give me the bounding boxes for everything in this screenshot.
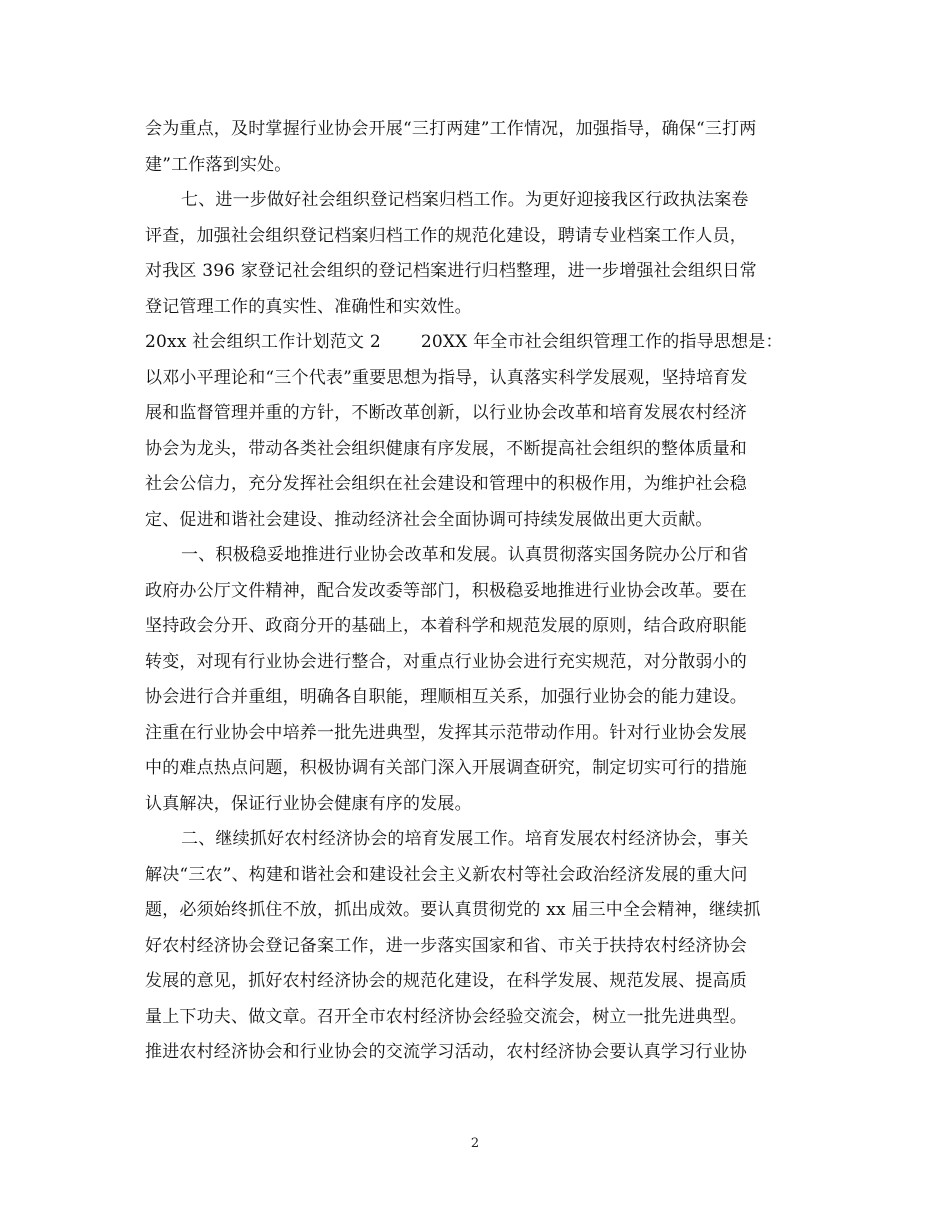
- text-line: 二、继续抓好农村经济协会的培育发展工作。培育发展农村经济协会，事关: [181, 829, 749, 849]
- text-line: 量上下功夫、做文章。召开全市农村经济协会经验交流会，树立一批先进典型。: [145, 1006, 747, 1027]
- text-line: 对我区 396 家登记社会组织的登记档案进行归档整理，进一步增强社会组织日常: [145, 261, 757, 281]
- section-heading-line: [145, 325, 805, 361]
- text-line: 政府办公厅文件精神，配合发改委等部门，积极稳妥地推进行业协会改革。要在: [145, 580, 747, 601]
- text-line: 认真解决，保证行业协会健康有序的发展。: [145, 793, 472, 814]
- text-line: 推进农村经济协会和行业协会的交流学习活动，农村经济协会要认真学习行业协: [145, 1042, 747, 1062]
- text-line: 好农村经济协会登记备案工作，进一步落实国家和省、市关于扶持农村经济协会: [145, 935, 747, 956]
- text-line: 注重在行业协会中培养一批先进典型，发挥其示范带动作用。针对行业协会发展: [145, 722, 747, 743]
- text-line: 社会公信力，充分发挥社会组织在社会建设和管理中的积极作用，为维护社会稳: [145, 474, 747, 494]
- text-line: 一、积极稳妥地推进行业协会改革和发展。认真贯彻落实国务院办公厅和省: [181, 545, 749, 565]
- text-line: 展和监督管理并重的方针，不断改革创新，以行业协会改革和培育发展农村经济: [145, 403, 747, 423]
- body-text: [145, 112, 805, 1071]
- text-line: 建”工作落到实处。: [145, 154, 292, 175]
- text-line: 解决“三农”、构建和谐社会和建设社会主义新农村等社会政治经济发展的重大问: [145, 864, 748, 885]
- text-line: 转变，对现有行业协会进行整合，对重点行业协会进行充实规范，对分散弱小的: [145, 651, 747, 672]
- text-line: 协会进行合并重组，明确各自职能，理顺相互关系，加强行业协会的能力建设。: [145, 687, 747, 707]
- section-heading: 20xx 社会组织工作计划范文 2: [145, 332, 381, 352]
- text-line: 中的难点热点问题，积极协调有关部门深入开展调查研究，制定切实可行的措施: [145, 758, 747, 778]
- text-line: 题，必须始终抓住不放，抓出成效。要认真贯彻党的 xx 届三中全会精神，继续抓: [145, 900, 761, 920]
- text-line: 七、进一步做好社会组织登记档案归档工作。为更好迎接我区行政执法案卷: [181, 190, 749, 210]
- page-number: 2: [470, 1136, 480, 1151]
- text-line: 坚持政会分开、政商分开的基础上，本着科学和规范发展的原则，结合政府职能: [145, 616, 747, 636]
- text-line: 以邓小平理论和“三个代表”重要思想为指导，认真落实科学发展观，坚持培育发: [145, 367, 748, 388]
- heading-continuation: 20XX 年全市社会组织管理工作的指导思想是：: [420, 332, 783, 352]
- text-line: 登记管理工作的真实性、准确性和实效性。: [145, 296, 472, 317]
- text-line: 协会为龙头，带动各类社会组织健康有序发展，不断提高社会组织的整体质量和: [145, 438, 747, 459]
- text-line: 定、促进和谐社会建设、推动经济社会全面协调可持续发展做出更大贡献。: [145, 509, 713, 530]
- text-line: 会为重点，及时掌握行业协会开展“三打两建”工作情况，加强指导，确保“三打两: [145, 119, 757, 139]
- text-line: 发展的意见，抓好农村经济协会的规范化建设，在科学发展、规范发展、提高质: [145, 971, 747, 991]
- text-line: 评查，加强社会组织登记档案归档工作的规范化建设，聘请专业档案工作人员，: [145, 225, 747, 246]
